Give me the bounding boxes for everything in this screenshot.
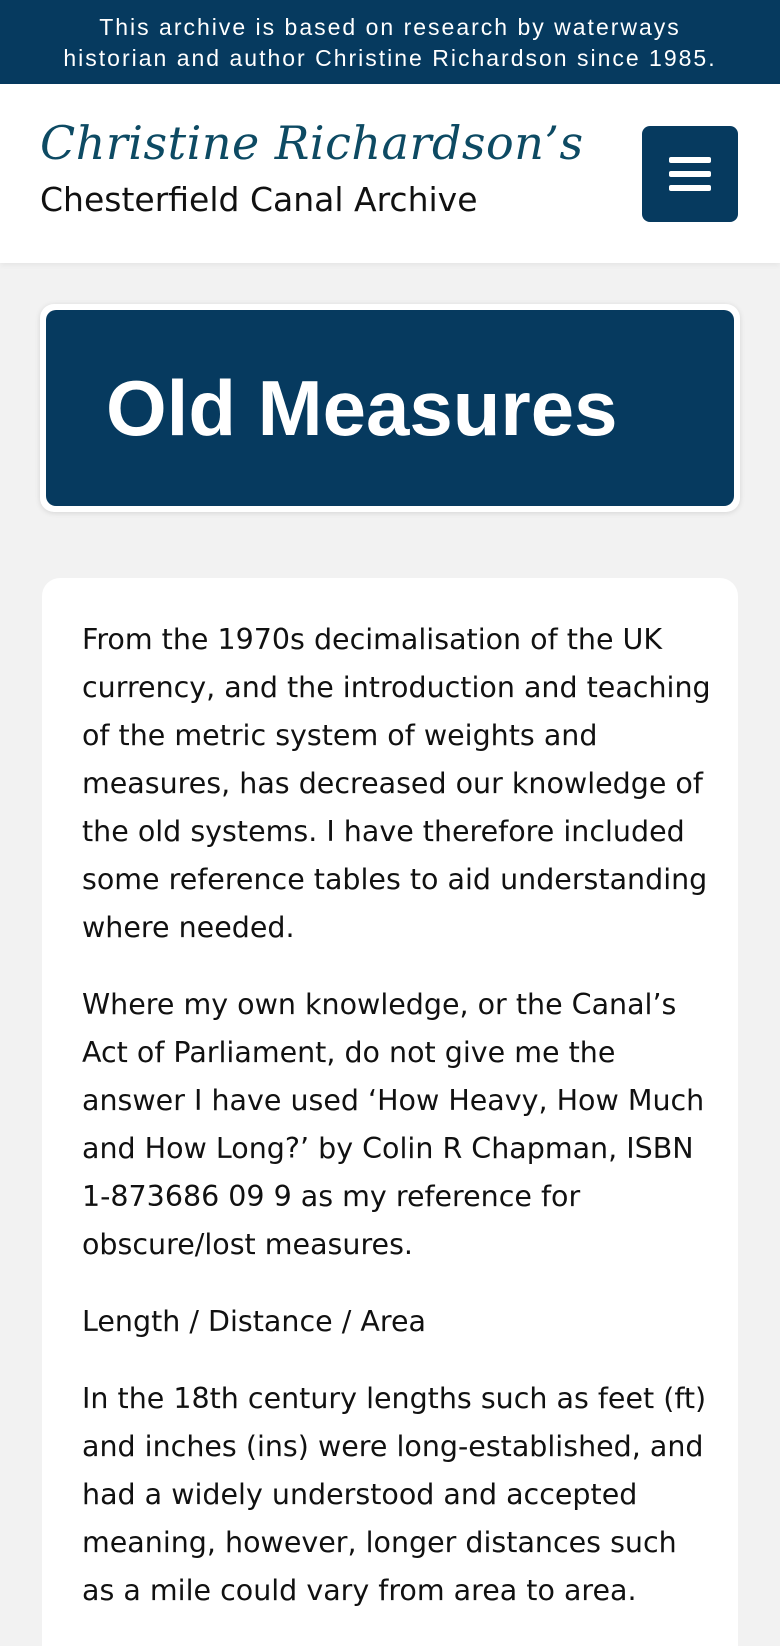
article-card [42,578,738,1646]
page-title: Old Measures [106,364,618,452]
page-title-banner [46,310,734,506]
site-logo-script[interactable]: Christine Richardson’s [40,116,584,170]
article-paragraph-1: From the 1970s decimalisation of the UK currency, and the introduction and teaching of the metric system of weights and measures, has decreased our knowledge of the old systems. I have therefore included some reference tables to aid understanding where needed. [82,623,711,944]
article-paragraph-3: In the 18th century lengths such as feet (ft) and inches (ins) were long-established, and had a widely understood and accepted meaning, however, longer distances such as a mile could vary from area to area. [82,1382,707,1607]
site-logo-subtitle[interactable]: Chesterfield Canal Archive [40,180,478,219]
announcement-line-2: historian and author Christine Richardson since 1985. [63,45,717,71]
site-header [0,84,780,263]
menu-button[interactable] [642,126,738,222]
article-paragraph-2: Where my own knowledge, or the Canal’s Act of Parliament, do not give me the answer I have used ‘How Heavy, How Much and How Long?’ by Colin R Chapman, ISBN 1-873686 09 9 as my reference for obscure/lost measures. [82,988,705,1261]
section-heading-length: Length / Distance / Area [82,1305,426,1338]
announcement-bar [0,0,780,84]
page-title-card [40,304,740,512]
announcement-line-1: This archive is based on research by waterways [99,14,681,40]
article-body [82,616,712,1644]
